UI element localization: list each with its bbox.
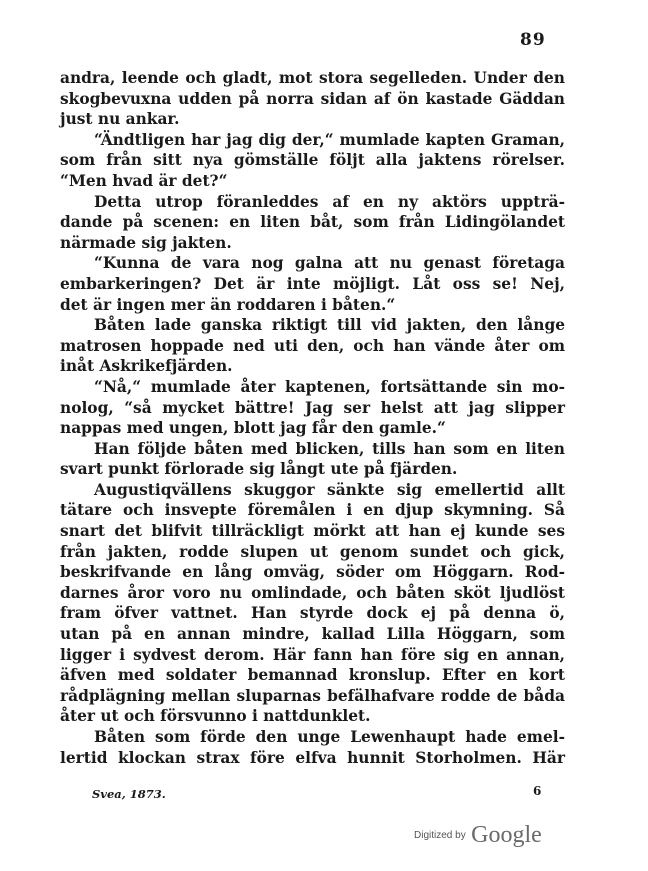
text-line: Båten lade ganska riktigt till vid jakten, den långe: [94, 316, 565, 335]
text-line: “Kunna de vara nog galna att nu genast företaga: [94, 254, 565, 273]
text-line: skogbevuxna udden på norra sidan af ön kastade Gäddan: [60, 89, 565, 108]
digitized-by-watermark: [414, 822, 542, 849]
text-line: matrosen hoppade ned uti den, och han vände åter om: [60, 336, 565, 355]
text-line: tätare och insvepte föremålen i en djup skymning. Så: [60, 501, 565, 520]
text-line: äfven med soldater bemannad kronslup. Efter en kort: [60, 666, 565, 685]
text-line: beskrifvande en lång omväg, söder om Höggarn. Rod-: [60, 563, 565, 582]
text-line: andra, leende och gladt, mot stora segelleden. Under den: [60, 69, 565, 87]
text-line: snart det blifvit tillräckligt mörkt att han ej kunde ses: [60, 522, 565, 541]
text-line: just nu ankar.: [60, 110, 180, 129]
text-line: Augustiqvällens skuggor sänkte sig emellertid allt: [94, 480, 565, 499]
digitized-label: Digitized by: [414, 830, 466, 841]
text-line: rådplägning mellan sluparnas befälhafvare rodde de båda: [60, 686, 565, 705]
text-line: “Men hvad är det?“: [60, 171, 228, 190]
text-line: inåt Askrikefjärden.: [60, 357, 233, 376]
text-line: Han följde båten med blicken, tills han som en liten: [94, 439, 565, 458]
text-line: “Nå,“ mumlade åter kaptenen, fortsättande sin mo-: [94, 377, 565, 396]
google-logo: Google: [471, 822, 542, 848]
text-line: fram öfver vattnet. Han styrde dock ej på denna ö,: [60, 604, 565, 623]
text-line: åter ut och försvunno i nattdunklet.: [60, 707, 371, 726]
text-line: från jakten, rodde slupen ut genom sundet och gick,: [60, 542, 565, 561]
text-line: närmade sig jakten.: [60, 233, 232, 252]
text-line: det är ingen mer än roddaren i båten.“: [60, 295, 396, 314]
text-line: Båten som förde den unge Lewenhaupt hade emel-: [94, 728, 565, 746]
text-line: som från sitt nya gömställe följt alla jaktens rörelser.: [60, 151, 565, 170]
page-number: 89: [520, 30, 546, 50]
text-line: embarkeringen? Det är inte möjligt. Låt oss se! Nej,: [60, 274, 565, 293]
text-line: Detta utrop föranleddes af en ny aktörs uppträ-: [94, 192, 565, 211]
text-line: nolog, “så mycket bättre! Jag ser helst att jag slipper: [60, 398, 565, 417]
text-line: lertid klockan strax före elfva hunnit Storholmen. Här: [60, 748, 565, 767]
text-line: utan på en annan mindre, kallad Lilla Höggarn, som: [60, 625, 565, 644]
text-line: svart punkt förlorade sig långt ute på fjärden.: [60, 460, 458, 479]
text-line: ligger i sydvest derom. Här fann han före sig en annan,: [60, 645, 565, 664]
text-line: nappas med ungen, blott jag får den gamle.“: [60, 419, 446, 438]
signature-number: 6: [533, 784, 542, 798]
text-line: “Ändtligen har jag dig der,“ mumlade kapten Graman,: [94, 130, 565, 149]
text-line: dande på scenen: en liten båt, som från Lidingölandet: [60, 213, 565, 232]
printer-signature: Svea, 1873.: [92, 787, 166, 801]
body-text: [60, 68, 565, 768]
text-line: darnes åror voro nu omlindade, och båten sköt ljudlöst: [60, 583, 565, 602]
